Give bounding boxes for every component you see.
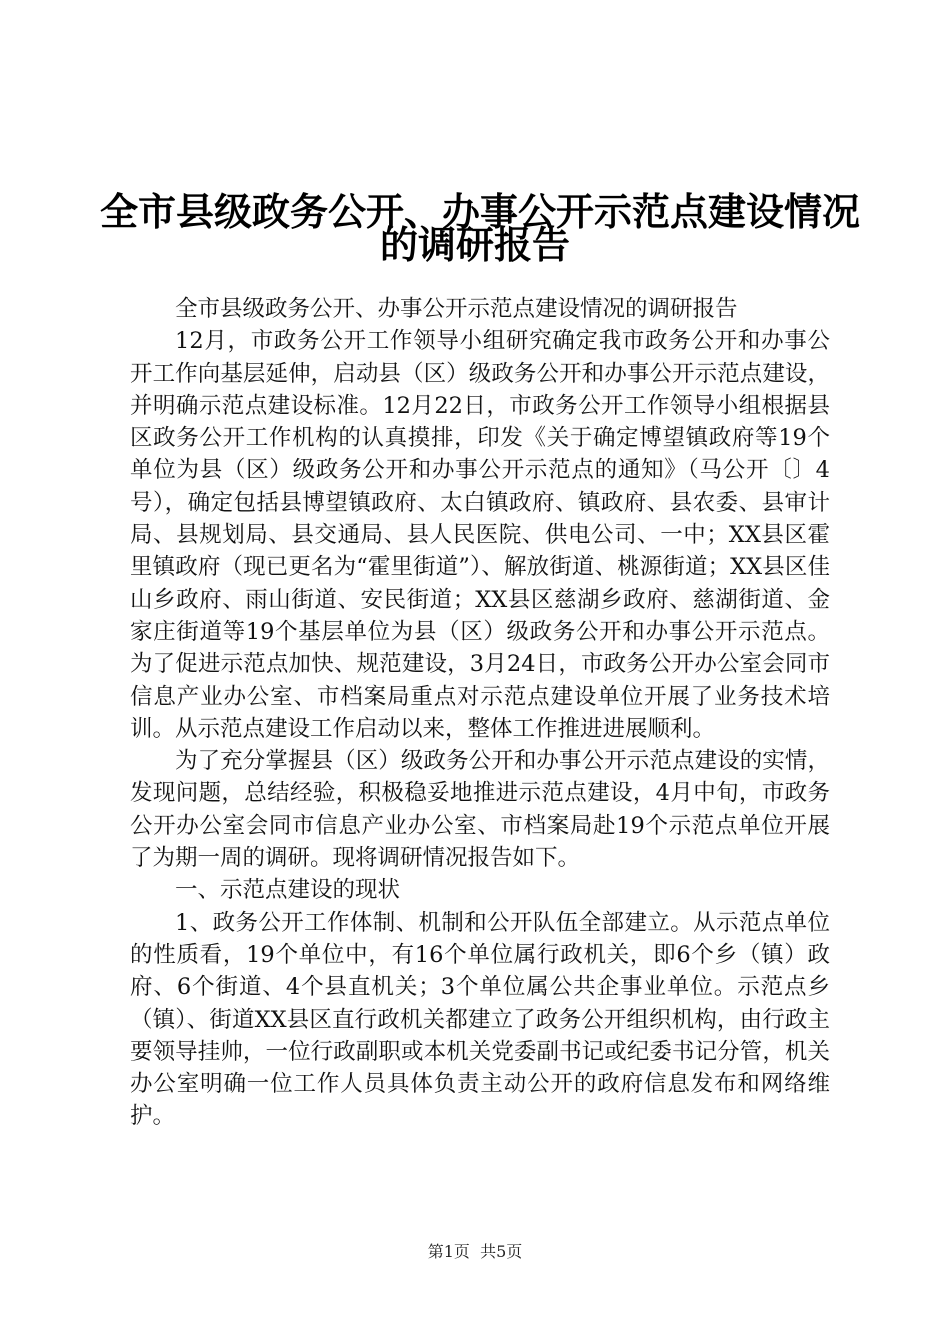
- paragraph-background: 12月，市政务公开工作领导小组研究确定我市政务公开和办事公开工作向基层延伸，启动县（区）级政务公开和办事公开示范点建设，并明确示范点建设标准。12月22日，市政务公开工作领导小组根据县区政务公开工作机构的认真摸排，印发《关于确定博望镇政府等19个单位为县（区）级政务公开和办事公开示范点的通知》（马公开〔〕4号），确定包括县博望镇政府、太白镇政府、镇政府、县农委、县审计局、县规划局、县交通局、县人民医院、供电公司、一中；XX县区霍里镇政府（现已更名为“霍里街道”）、解放街道、桃源街道；XX县区佳山乡政府、雨山街道、安民街道；XX县区慈湖乡政府、慈湖街道、金家庄街道等19个基层单位为县（区）级政务公开和办事公开示范点。为了促进示范点加快、规范建设，3月24日，市政务公开办公室会同市信息产业办公室、市档案局重点对示范点建设单位开展了业务技术培训。从示范点建设工作启动以来，整体工作推进进展顺利。: [130, 328, 830, 742]
- page-footer: [0, 1242, 950, 1262]
- section-heading: 一、示范点建设的现状: [175, 877, 401, 904]
- paragraph-purpose: 为了充分掌握县（区）级政务公开和办事公开示范点建设的实情，发现问题，总结经验，积极稳妥地推进示范点建设，4月中旬，市政务公开办公室会同市信息产业办公室、市档案局赴19个示范点单位开展了为期一周的调研。现将调研情况报告如下。: [130, 748, 830, 872]
- document-title-line-1: 全市县级政务公开、办事公开示范点建设情况: [100, 189, 861, 234]
- paragraph-repeat-title: 全市县级政务公开、办事公开示范点建设情况的调研报告: [175, 296, 738, 322]
- document-body: [130, 293, 830, 1133]
- document-title-line-2: 的调研报告: [379, 222, 570, 267]
- page-number-label: 第1页 共5页: [427, 1242, 523, 1261]
- paragraph-point-1: 1、政务公开工作体制、机制和公开队伍全部建立。从示范点单位的性质看，19个单位中，有16个单位属行政机关，即6个乡（镇）政府、6个街道、4个县直机关；3个单位属公共企事业单位。示范点乡（镇）、街道XX县区直行政机关都建立了政务公开组织机构，由行政主要领导挂帅，一位行政副职或本机关党委副书记或纪委书记分管，机关办公室明确一位工作人员具体负责主动公开的政府信息发布和网络维护。: [130, 909, 830, 1130]
